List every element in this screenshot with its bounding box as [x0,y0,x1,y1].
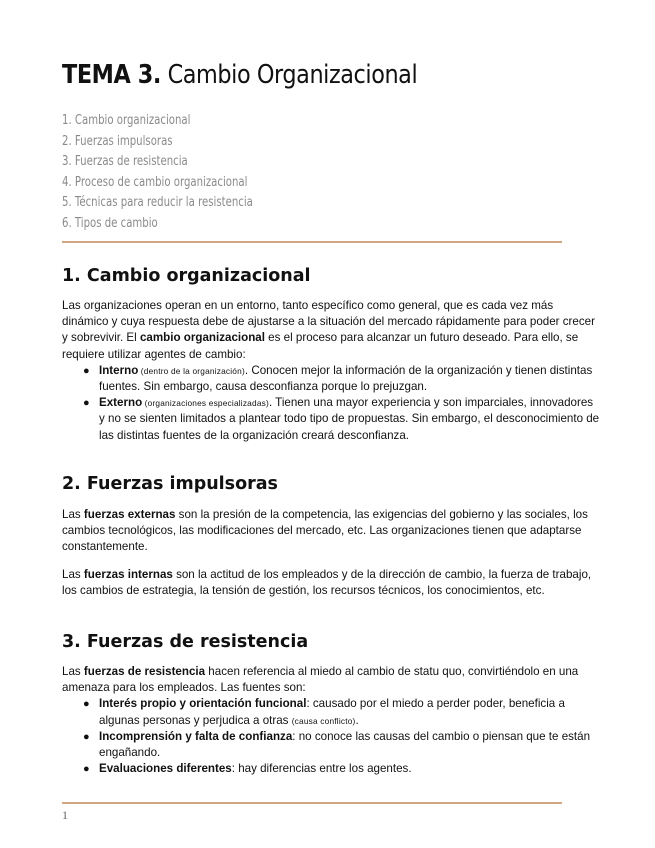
text-run: . Conocen mejor la información de la organización y tienen distintas fuentes. Sin embargo, causa desconfianza porque lo prejuzgan. [99,363,593,394]
bold-term: fuerzas internas [83,567,173,581]
list-item [62,395,602,444]
text-run: es el proceso para alcanzar un futuro deseado. Para ello, se requiere utilizar agentes de cambio: [62,331,579,361]
bold-term: Externo [99,396,143,410]
bullet-icon: ● [83,763,90,776]
bold-term: Interés propio y orientación funcional [99,697,307,711]
text-run: Las [62,567,84,581]
text-run: Las [62,665,84,678]
text-run: hacen referencia al miedo al cambio de statu quo, convirtiéndolo en una amenaza para los empleados. Las fuentes son: [62,665,579,695]
title-bold: TEMA 3. [62,60,161,90]
section-heading: 3. Fuerzas de resistencia [62,632,309,652]
bold-term: fuerzas externas [83,508,176,521]
section-paragraph [62,567,602,599]
bold-term: cambio organizacional [139,331,265,345]
page-number: 1 [62,808,68,822]
small-note: (organizaciones especializadas) [142,398,269,409]
toc-item[interactable]: 5. Técnicas para reducir la resistencia [62,195,253,210]
text-run: : no conoce las causas del cambio o piensan que te están engañando. [99,729,591,760]
toc-item[interactable]: 6. Tipos de cambio [62,215,158,231]
page-title [62,60,417,90]
toc-item[interactable]: 3. Fuerzas de resistencia [62,154,188,169]
section-paragraph [62,298,602,363]
bullet-icon: ● [83,698,90,711]
top-divider [62,241,562,243]
bullet-list [62,696,602,777]
text-run: son la actitud de los empleados y de la dirección de cambio, la fuerza de trabajo, los cambios de estrategia, la tensión de gestión, los recursos técnicos, los conocimientos, etc. [62,567,592,597]
bottom-divider [62,802,562,804]
toc-item[interactable]: 2. Fuerzas impulsoras [62,133,173,149]
bullet-icon: ● [83,364,90,377]
bullet-icon: ● [83,730,90,743]
text-run: Las organizaciones operan en un entorno, tanto específico como general, que es cada vez más dinámico y cuya respuesta debe de ajustarse a la situación del mercado rápidamente para poder crecer y sobrevivir. El [62,299,595,345]
section-paragraph [62,507,602,556]
section-cambio-organizacional [62,266,602,444]
text-run: Las [62,508,84,521]
section-fuerzas-de-resistencia [62,632,602,777]
section-heading: 2. Fuerzas impulsoras [62,474,278,494]
small-note: (causa conflicto) [291,715,356,726]
text-run: son la presión de la competencia, las exigencias del gobierno y las sociales, los cambios tecnológicos, las modificaciones del mercado, etc. Las organizaciones tienen que adaptarse constantemente. [62,508,588,554]
text-run: . Tienen una mayor experiencia y son imparciales, innovadores y no se sienten limitados a plantear todo tipo de propuestas. Sin embargo, el desconocimiento de las distintas fuentes de la organización creará desconfianza. [99,396,600,442]
text-run: : causado por el miedo a perder poder, beneficia a algunas personas y perjudica a otras [99,697,565,727]
table-of-contents [62,111,307,234]
bold-term: fuerzas de resistencia [83,665,206,678]
section-heading: 1. Cambio organizacional [62,266,311,286]
list-item [62,696,602,728]
toc-item[interactable]: 1. Cambio organizacional [62,113,191,128]
list-item [62,363,602,395]
list-item [62,761,602,777]
toc-item[interactable]: 4. Proceso de cambio organizacional [62,174,248,190]
bullet-list [62,363,602,444]
text-run: . [355,713,359,727]
bold-term: Incomprensión y falta de confianza [99,729,293,743]
section-paragraph [62,664,602,696]
bold-term: Evaluaciones diferentes [99,762,232,776]
title-rest: Cambio Organizacional [160,60,418,90]
list-item [62,729,602,761]
bold-term: Interno [99,363,139,377]
bullet-icon: ● [83,397,90,410]
small-note: (dentro de la organización) [138,365,245,376]
section-fuerzas-impulsoras [62,474,602,599]
text-run: : hay diferencias entre los agentes. [231,762,412,776]
